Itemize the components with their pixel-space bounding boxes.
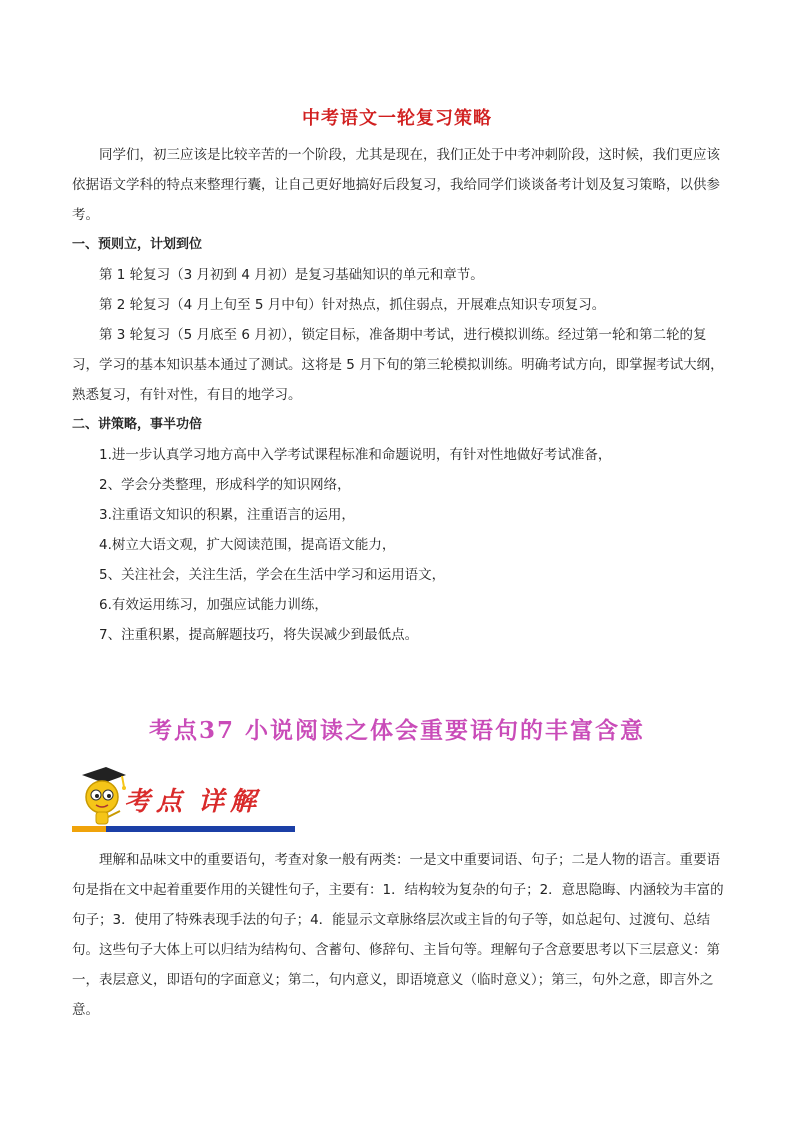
strategy-item: 4.树立大语文观，扩大阅读范围，提高语文能力， (99, 537, 396, 553)
graduate-mascot-icon (72, 765, 132, 827)
section2-body (72, 845, 724, 1025)
banner-underline-accent (72, 826, 106, 832)
banner-label-xiangjie: 详解 (198, 787, 263, 817)
strategy-item: 6.有效运用练习，加强应试能力训练， (99, 597, 328, 613)
round-2-paragraph: 第 2 轮复习（4 月上旬至 5 月中旬）针对热点，抓住弱点，开展难点知识专项复习。 (99, 297, 606, 313)
strategy-item: 2、学会分类整理，形成科学的知识网络， (99, 477, 351, 493)
strategy-item: 1.进一步认真学习地方高中入学考试课程标准和命题说明，有针对性地做好考试准备， (99, 447, 612, 463)
heading-plan: 一、预则立，计划到位 (72, 237, 203, 252)
kaodian-banner (72, 765, 297, 835)
banner-text (124, 781, 262, 818)
strategy-item: 7、注重积累，提高解题技巧，将失误减少到最低点。 (99, 627, 419, 643)
round-1-paragraph: 第 1 轮复习（3 月初到 4 月初）是复习基础知识的单元和章节。 (99, 267, 484, 283)
intro-paragraph: 同学们，初三应该是比较辛苦的一个阶段，尤其是现在，我们正处于中考冲刺阶段，这时候，我们更应该依据语文学科的特点来整理行囊，让自己更好地搞好后段复习，我给同学们谈谈备考计划及复习策略，以供参考。 (72, 147, 720, 223)
page-title: 中考语文一轮复习策略 (302, 108, 492, 129)
banner-label-kaodian: 考点 (124, 787, 189, 817)
section2-title: 考点37 小说阅读之体会重要语句的丰富含意 (148, 717, 645, 744)
strategy-item: 3.注重语文知识的积累，注重语言的运用， (99, 507, 355, 523)
heading-strategy: 二、讲策略，事半功倍 (72, 417, 203, 432)
strategy-item: 5、关注社会，关注生活，学会在生活中学习和运用语文， (99, 567, 446, 583)
section2-paragraph: 理解和品味文中的重要语句，考查对象一般有两类：一是文中重要词语、句子；二是人物的语言。重要语句是指在文中起着重要作用的关键性句子，主要有：1．结构较为复杂的句子；2．意思隐晦、内涵较为丰富的句子；3．使用了特殊表现手法的句子；4．能显示文章脉络层次或主旨的句子等，如总起句、过渡句、总结句。这些句子大体上可以归结为结构句、含蓄句、修辞句、主旨句等。理解句子含意要思考以下三层意义：第一，表层意义，即语句的字面意义；第二，句内意义，即语境意义（临时意义）；第三，句外之意，即言外之意。 (72, 852, 724, 1018)
round-3-paragraph: 第 3 轮复习（5 月底至 6 月初），锁定目标，准备期中考试，进行模拟训练。经过第一轮和第二轮的复习，学习的基本知识基本通过了测试。这将是 5 月下旬的第三轮模拟训练。明确考试方向，即掌握考试大纲，熟悉复习，有针对性，有目的地学习。 (72, 327, 724, 403)
section1-body (72, 140, 724, 650)
